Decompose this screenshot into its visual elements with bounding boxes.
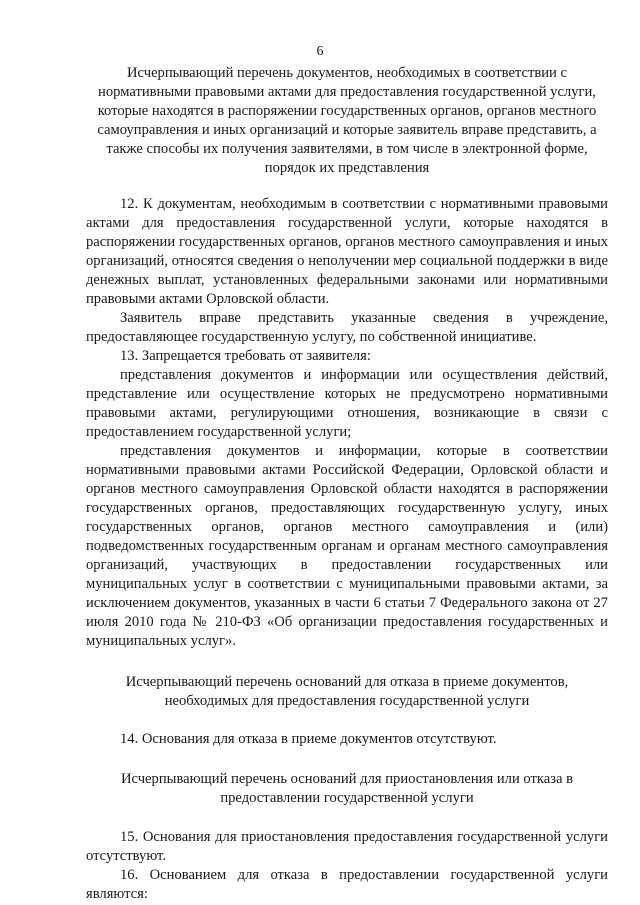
document-body: [86, 64, 608, 904]
paragraph-16: 16. Основанием для отказа в предоставлении государственной услуги являются:: [86, 867, 608, 902]
paragraph-13-item-2: представления документов и информации, которые в соответствии нормативными правовыми актами Российской Федерации, Орловской области и органов местного самоуправления Орловской области находятся в распоряжении государственных органов, предоставляющих государственную услугу, иных государственных органов, органов местного самоуправления и (или) подведомственных государственным органам и органам местного самоуправления организаций, участвующих в предоставлении государственных или муниципальных услуг в соответствии с муниципальными правовыми актами, за исключением документов, указанных в части 6 статьи 7 Федерального закона от 27 июля 2010 года № 210-ФЗ «Об организации предоставления государственных и муниципальных услуг».: [86, 443, 608, 649]
section-heading-suspension-refusal: Исчерпывающий перечень оснований для приостановления или отказа в предоставлении государственной услуги: [120, 771, 574, 806]
paragraph-15: 15. Основания для приостановления предоставления государственной услуги отсутствуют.: [86, 829, 608, 864]
section-heading-refusal-reception: Исчерпывающий перечень оснований для отказа в приеме документов, необходимых для предоставления государственной услуги: [125, 674, 569, 709]
paragraph-13-item-1: представления документов и информации или осуществления действий, представление или осуществление которых не предусмотрено нормативными правовыми актами, регулирующими отношения, возникающие в связи с предоставлением государственной услуги;: [86, 367, 608, 440]
paragraph-13: 13. Запрещается требовать от заявителя:: [120, 348, 371, 364]
section-heading-documents-list: Исчерпывающий перечень документов, необходимых в соответствии с нормативными правовыми актами для предоставления государственной услуги, которые находятся в распоряжении государственных органов, органов местного самоуправления и иных организаций и которые заявитель вправе представить, а также способы их получения заявителями, в том числе в электронной форме, порядок их представления: [97, 65, 597, 176]
page-number: 6: [316, 44, 324, 59]
paragraph-14: 14. Основания для отказа в приеме документов отсутствуют.: [120, 731, 497, 747]
paragraph-applicant-right: Заявитель вправе представить указанные сведения в учреждение, предоставляющее государственную услугу, по собственной инициативе.: [86, 310, 608, 345]
paragraph-12: 12. К документам, необходимым в соответствии с нормативными правовыми актами для предоставления государственной услуги, которые находятся в распоряжении государственных органов, органов местного самоуправления и иных организаций, относятся сведения о неполучении мер социальной поддержки в виде денежных выплат, установленных федеральными законами или нормативными правовыми актами Орловской области.: [86, 196, 608, 307]
